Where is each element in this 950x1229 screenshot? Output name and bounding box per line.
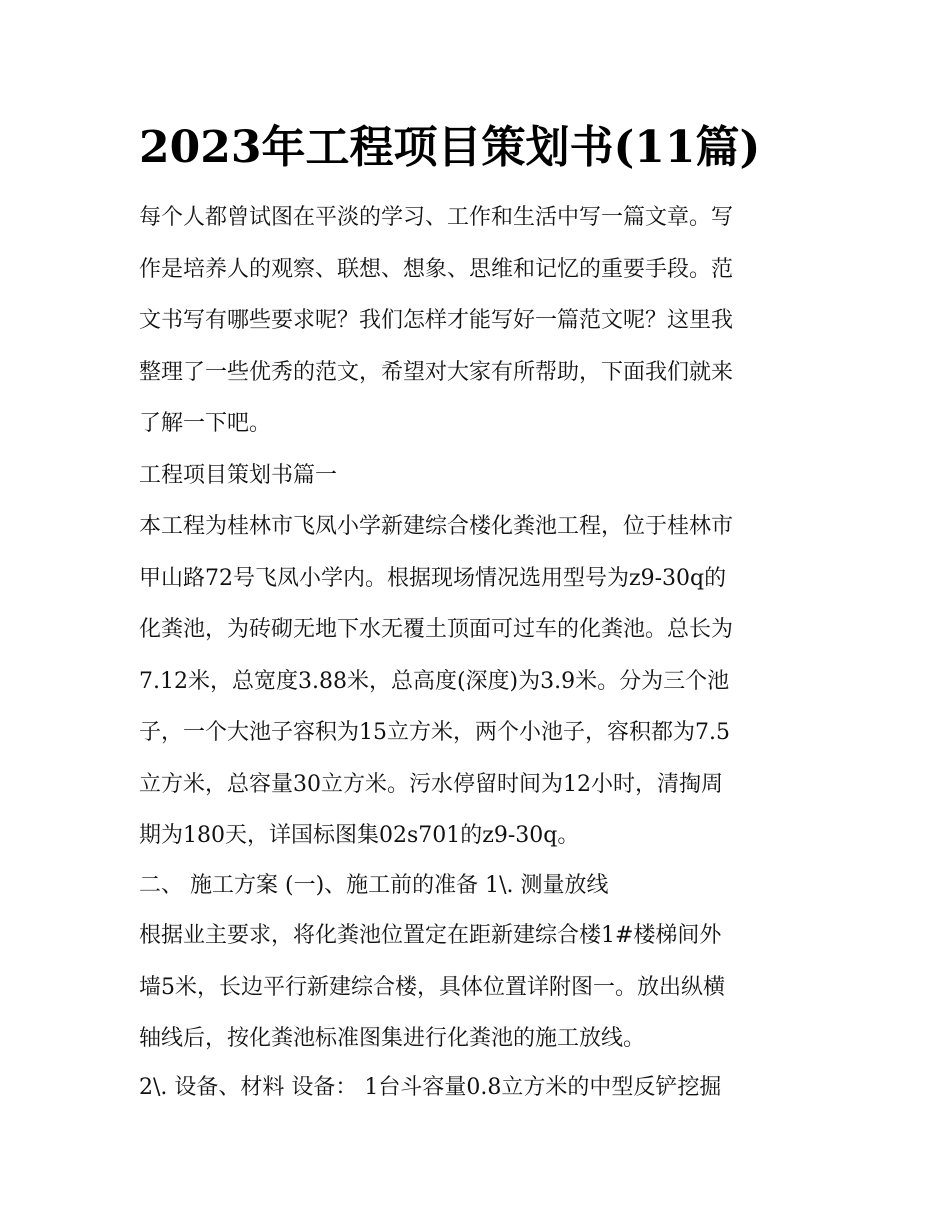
text-line: 工程项目策划书篇一 bbox=[139, 463, 338, 488]
text-line: 7.12米，总宽度3.88米，总高度(深度)为3.9米。分为三个池 bbox=[139, 668, 730, 694]
text-line: 墙5米，长边平行新建综合楼，具体位置详附图一。放出纵横 bbox=[139, 974, 725, 1000]
text-line: 甲山路72号飞凤小学内。根据现场情况选用型号为z9-30q的 bbox=[139, 565, 727, 591]
text-line: 每个人都曾试图在平淡的学习、工作和生活中写一篇文章。写 bbox=[139, 205, 734, 230]
text-line: 化粪池，为砖砌无地下水无覆土顶面可过车的化粪池。总长为 bbox=[139, 617, 734, 642]
body-paragraph-2 bbox=[139, 910, 819, 1065]
text-line: 了解一下吧。 bbox=[139, 411, 272, 436]
body-paragraph-1 bbox=[139, 501, 819, 862]
body-paragraph-3 bbox=[139, 1062, 819, 1114]
intro-paragraph bbox=[139, 192, 819, 450]
text-line: 2\. 设备、材料 设备： 1台斗容量0.8立方米的中型反铲挖掘 bbox=[139, 1075, 722, 1100]
page-title: 2023年工程项目策划书(11篇) bbox=[139, 122, 761, 173]
text-line: 期为180天，详国标图集02s701的z9-30q。 bbox=[139, 823, 580, 848]
section-2-heading bbox=[139, 860, 819, 912]
text-line: 整理了一些优秀的范文，希望对大家有所帮助，下面我们就来 bbox=[139, 359, 734, 385]
text-line: 轴线后，按化粪池标准图集进行化粪池的施工放线。 bbox=[139, 1026, 646, 1051]
section-heading bbox=[139, 450, 819, 502]
text-line: 作是培养人的观察、联想、想象、思维和记忆的重要手段。范 bbox=[139, 256, 734, 282]
text-line: 根据业主要求，将化粪池位置定在距新建综合楼1#楼梯间外 bbox=[139, 923, 722, 948]
text-line: 文书写有哪些要求呢？我们怎样才能写好一篇范文呢？这里我 bbox=[139, 308, 734, 333]
text-line: 本工程为桂林市飞凤小学新建综合楼化粪池工程，位于桂林市 bbox=[139, 514, 734, 539]
text-line: 二、 施工方案 (一)、施工前的准备 1\. 测量放线 bbox=[139, 873, 609, 898]
text-line: 立方米，总容量30立方米。污水停留时间为12小时，清掏周 bbox=[139, 771, 723, 797]
text-line: 子，一个大池子容积为15立方米，两个小池子，容积都为7.5 bbox=[139, 720, 730, 745]
